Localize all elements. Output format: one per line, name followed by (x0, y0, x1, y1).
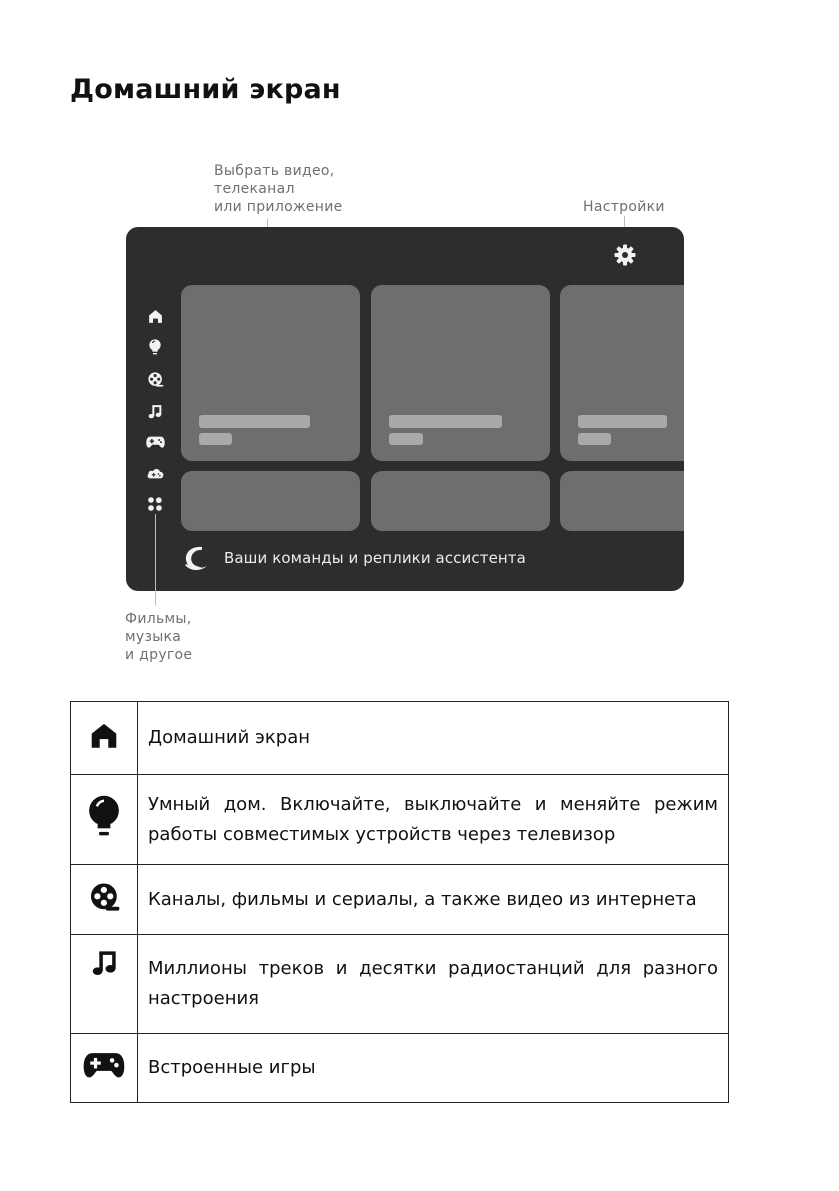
icon-cell (71, 935, 138, 1034)
assistant-bar (180, 543, 526, 573)
icon-cell (71, 702, 138, 775)
tv-home-screen (126, 227, 684, 591)
assistant-icon (180, 543, 210, 573)
callout-line: или приложение (214, 199, 343, 215)
legend-text: Встроенные игры (138, 1034, 729, 1103)
table-row (71, 1034, 729, 1103)
bulb-icon[interactable] (144, 336, 166, 358)
legend-text: Миллионы треков и десятки радиостанций для разного настроения (138, 935, 729, 1034)
content-card[interactable] (181, 285, 360, 461)
content-card[interactable] (560, 285, 684, 461)
callout-line: и другое (125, 647, 193, 663)
icon-cell (71, 775, 138, 865)
table-row (71, 702, 729, 775)
callout-line: Фильмы, (125, 611, 192, 627)
callout-line: телеканал (214, 181, 295, 197)
bulb-icon (87, 795, 121, 839)
card-subtitle-placeholder (199, 433, 232, 445)
music-note-icon (90, 949, 118, 977)
icon-cell (71, 865, 138, 935)
table-row (71, 935, 729, 1034)
content-card[interactable] (371, 471, 550, 531)
legend-text: Умный дом. Включайте, выключайте и меняйте режим работы совместимых устройств через телевизор (138, 775, 729, 865)
music-note-icon[interactable] (144, 400, 166, 422)
gamepad-icon[interactable] (144, 431, 166, 453)
apps-icon[interactable] (144, 493, 166, 515)
leader-line (155, 514, 156, 606)
callout-select-content (214, 162, 343, 216)
callout-settings: Настройки (583, 199, 665, 215)
card-subtitle-placeholder (389, 433, 423, 445)
icon-legend-table (70, 701, 729, 1103)
content-card[interactable] (181, 471, 360, 531)
gear-icon[interactable] (613, 243, 637, 267)
card-title-placeholder (389, 415, 502, 428)
content-card[interactable] (560, 471, 684, 531)
page-title: Домашний экран (70, 74, 341, 105)
card-subtitle-placeholder (578, 433, 611, 445)
table-row (71, 775, 729, 865)
callout-media (125, 610, 192, 664)
table-row (71, 865, 729, 935)
legend-text: Каналы, фильмы и сериалы, а также видео из интернета (138, 865, 729, 935)
icon-cell (71, 1034, 138, 1103)
gamepad-icon (83, 1051, 125, 1081)
callout-line: музыка (125, 629, 182, 645)
card-title-placeholder (578, 415, 667, 428)
card-title-placeholder (199, 415, 310, 428)
content-card[interactable] (371, 285, 550, 461)
assistant-text: Ваши команды и реплики ассистента (224, 549, 526, 567)
film-reel-icon (89, 882, 120, 912)
home-icon (89, 722, 119, 749)
legend-text: Домашний экран (138, 702, 729, 775)
callout-line: Выбрать видео, (214, 163, 335, 179)
cloud-game-icon[interactable] (144, 461, 166, 483)
film-reel-icon[interactable] (144, 368, 166, 390)
home-icon[interactable] (144, 305, 166, 327)
